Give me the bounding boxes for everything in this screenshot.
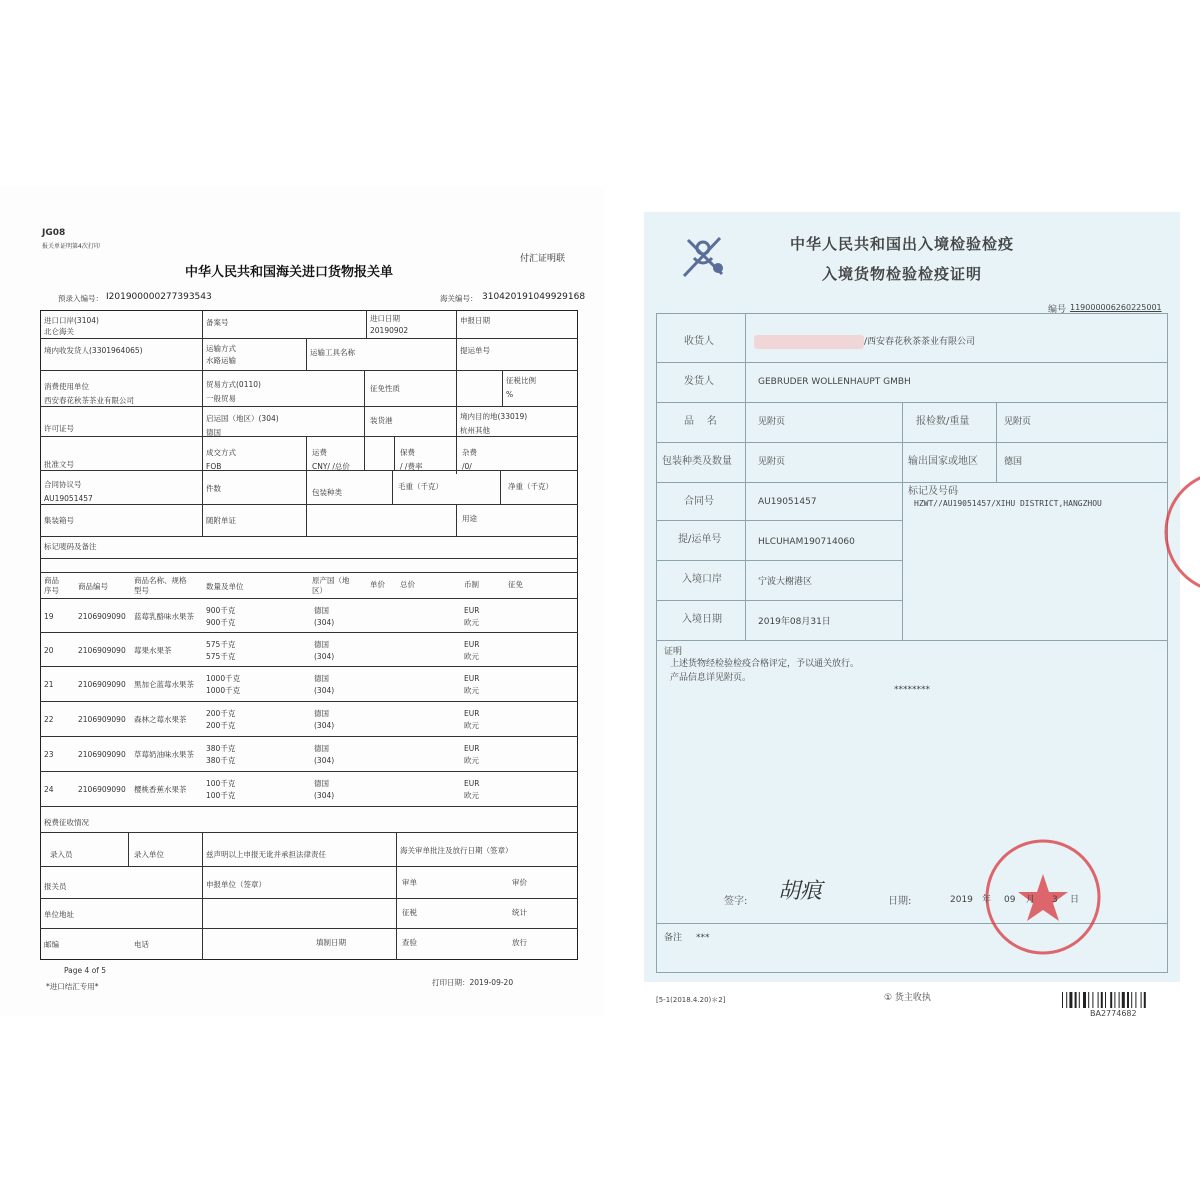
bill-label: 提运单号 xyxy=(460,346,490,355)
bill-label: 提/运单号 xyxy=(678,534,722,545)
pkg-label: 包装种类及数量 xyxy=(662,456,732,467)
item-qty: 900千克 xyxy=(206,606,236,615)
item-currency-code: EUR xyxy=(464,674,480,683)
form-ref: [5-1(2018.4.20)＊2] xyxy=(656,996,726,1004)
goods-label: 品 名 xyxy=(684,416,717,427)
item-currency: 欧元 xyxy=(464,721,479,730)
item-qty: 380千克 xyxy=(206,744,236,753)
stats-label: 统计 xyxy=(512,908,527,917)
item-currency: 欧元 xyxy=(464,618,479,627)
th-levy: 征免 xyxy=(508,580,523,589)
official-seal-icon xyxy=(982,836,1104,958)
item-code: 2106909090 xyxy=(78,750,126,759)
item-qty: 1000千克 xyxy=(206,674,241,683)
cert-line-1: 上述货物经检验检疫合格评定，予以通关放行。 xyxy=(670,659,860,669)
item-name: 莓果水果茶 xyxy=(134,646,172,655)
item-currency-code: EUR xyxy=(464,640,480,649)
customs-no: 310420191049929168 xyxy=(482,292,586,302)
release-label: 放行 xyxy=(512,938,527,947)
item-currency-code: EUR xyxy=(464,606,480,615)
remark-value: *** xyxy=(696,933,710,943)
country-value: 德国 xyxy=(1004,457,1023,467)
goods-value: 见附页 xyxy=(758,417,786,427)
marks-label: 标记唛码及备注 xyxy=(44,542,97,551)
trade-mode: 一般贸易 xyxy=(206,394,236,403)
origin-country-label: 启运国（地区）(304) xyxy=(206,414,279,423)
marks-label: 标记及号码 xyxy=(908,486,958,497)
copy-type: 付汇证明联 xyxy=(520,254,566,264)
item-qty-2: 100千克 xyxy=(206,791,236,800)
misc-label: 杂费 xyxy=(462,448,477,457)
form-code: JG08 xyxy=(42,228,66,238)
levy-label: 征免性质 xyxy=(370,384,400,393)
item-no: 23 xyxy=(44,750,54,759)
stars: ******** xyxy=(894,685,930,695)
item-currency: 欧元 xyxy=(464,652,479,661)
cert-title-2: 入境货物检验检疫证明 xyxy=(822,265,983,283)
item-code: 2106909090 xyxy=(78,715,126,724)
item-no: 20 xyxy=(44,646,54,655)
deal-mode-label: 成交方式 xyxy=(206,448,236,457)
vehicle-label: 运输工具名称 xyxy=(310,348,355,357)
doc-title: 中华人民共和国海关进口货物报关单 xyxy=(185,265,394,280)
item-name: 森林之莓水果茶 xyxy=(134,715,187,724)
print-note: 报关单证明第4次打印 xyxy=(42,243,100,250)
approval-label: 批准文号 xyxy=(44,460,74,469)
date-label: 入境日期 xyxy=(682,614,722,625)
insurance-value: / /费率 xyxy=(400,462,423,471)
attached-label: 随附单证 xyxy=(206,516,236,525)
sign-date-label: 日期: xyxy=(888,896,912,907)
net-label: 净重（千克） xyxy=(508,482,553,491)
edge-seal-icon xyxy=(1158,464,1200,600)
misc-value: /0/ xyxy=(462,462,472,471)
remark-label: 备注 xyxy=(664,933,683,943)
cert-title-1: 中华人民共和国出入境检验检疫 xyxy=(790,235,1015,253)
port-value: 宁波大榭港区 xyxy=(758,577,813,587)
barcode-number: BA2774682 xyxy=(1090,1009,1137,1018)
th-currency: 币制 xyxy=(464,580,479,589)
item-no: 21 xyxy=(44,680,54,689)
customs-approval-label: 海关审单批注及放行日期（签章） xyxy=(400,846,513,855)
marks-value: HZWT//AU19051457/XIHU DISTRICT,HANGZHOU xyxy=(914,499,1102,508)
consumer-value: 西安春花秋茶茶业有限公司 xyxy=(44,396,134,405)
cert-line-2: 产品信息详见附页。 xyxy=(670,673,752,683)
th-qty: 数量及单位 xyxy=(206,582,244,591)
item-no: 22 xyxy=(44,715,54,724)
license-label: 许可证号 xyxy=(44,424,74,433)
pieces-label: 件数 xyxy=(206,484,221,493)
loading-port-label: 装货港 xyxy=(370,416,393,425)
bill-value: HLCUHAM190714060 xyxy=(758,537,855,547)
item-qty-2: 200千克 xyxy=(206,721,236,730)
contract-value: AU19051457 xyxy=(44,494,93,503)
item-country-code: (304) xyxy=(314,686,335,695)
port-label: 入境口岸 xyxy=(682,574,722,585)
barcode-icon xyxy=(1062,992,1172,1008)
country-label: 输出国家或地区 xyxy=(908,456,978,467)
item-currency-code: EUR xyxy=(464,709,480,718)
print-date: 打印日期：2019-09-20 xyxy=(432,978,514,987)
item-no: 19 xyxy=(44,612,54,621)
customs-declaration xyxy=(0,186,604,1016)
tax-ratio: % xyxy=(506,390,514,399)
item-country-code: (304) xyxy=(314,756,335,765)
item-qty: 575千克 xyxy=(206,640,236,649)
signature-icon: 胡痕 xyxy=(778,879,823,904)
statement: 兹声明以上申报无讹并承担法律责任 xyxy=(206,850,326,859)
zip-label: 邮编 xyxy=(44,940,59,949)
insurance-label: 保费 xyxy=(400,448,415,457)
date-value: 2019年08月31日 xyxy=(758,617,831,627)
qty-label: 报检数/重量 xyxy=(916,416,970,427)
copy-note: ① 货主收执 xyxy=(884,993,931,1003)
item-code: 2106909090 xyxy=(78,680,126,689)
deal-mode: FOB xyxy=(206,462,222,471)
tax-label: 税费征收情况 xyxy=(44,818,89,827)
port-value: 北仑海关 xyxy=(44,327,74,336)
th-total: 总价 xyxy=(400,580,415,589)
item-qty: 100千克 xyxy=(206,779,236,788)
item-name: 樱桃香蕉水果茶 xyxy=(134,785,187,794)
sign-year: 2019 xyxy=(950,895,973,905)
container-label: 集装箱号 xyxy=(44,516,74,525)
footer-note: *进口结汇专用* xyxy=(46,982,99,991)
shipper-label: 发货人 xyxy=(684,376,714,387)
sign-day-unit: 日 xyxy=(1070,895,1080,905)
item-name: 黑加仑蓝莓水果茶 xyxy=(134,680,194,689)
gross-label: 毛重（千克） xyxy=(398,482,443,491)
import-date-label: 进口日期 xyxy=(370,314,400,323)
th-country: 原产国（地 区） xyxy=(312,576,350,595)
item-country-code: (304) xyxy=(314,652,335,661)
inspection-certificate xyxy=(612,182,1200,1032)
th-no: 商品 序号 xyxy=(44,576,59,595)
serial-label: 编号 xyxy=(1048,305,1067,315)
inspection-emblem-icon xyxy=(674,228,732,286)
item-currency: 欧元 xyxy=(464,756,479,765)
item-country: 德国 xyxy=(314,674,329,683)
customs-no-label: 海关编号： xyxy=(440,294,478,303)
contract-label: 合同协议号 xyxy=(44,480,82,489)
consignee-value: /西安春花秋茶茶业有限公司 xyxy=(864,337,976,347)
sign-day: 3 xyxy=(1052,895,1058,905)
sign-month: 09 xyxy=(1004,895,1016,905)
item-name: 草莓奶油味水果茶 xyxy=(134,750,194,759)
inspect-label: 查验 xyxy=(402,938,417,947)
entry-clerk-label: 录入员 xyxy=(50,850,73,859)
freight-value: CNY/ /总价 xyxy=(312,462,350,471)
contract-value: AU19051457 xyxy=(758,497,817,507)
qty-value: 见附页 xyxy=(1004,417,1032,427)
item-country-code: (304) xyxy=(314,791,335,800)
sign-month-unit: 月 xyxy=(1026,895,1036,905)
item-country-code: (304) xyxy=(314,618,335,627)
item-country: 德国 xyxy=(314,640,329,649)
page-number: Page 4 of 5 xyxy=(64,966,107,975)
item-qty: 200千克 xyxy=(206,709,236,718)
item-currency: 欧元 xyxy=(464,686,479,695)
item-qty-2: 900千克 xyxy=(206,618,236,627)
package-label: 包装种类 xyxy=(312,488,342,497)
review-label: 审单 xyxy=(402,878,417,887)
item-name: 蓝莓乳酪味水果茶 xyxy=(134,612,194,621)
contract-label: 合同号 xyxy=(684,496,714,507)
freight-label: 运费 xyxy=(312,448,327,457)
serial-number: 119000006260225001 xyxy=(1070,303,1162,312)
item-currency-code: EUR xyxy=(464,744,480,753)
pkg-value: 见附页 xyxy=(758,457,786,467)
item-code: 2106909090 xyxy=(78,785,126,794)
item-code: 2106909090 xyxy=(78,646,126,655)
port-label: 进口口岸(3104) xyxy=(44,316,99,325)
usage-label: 用途 xyxy=(462,514,477,523)
pre-entry-no: I201900000277393543 xyxy=(106,292,212,302)
transport-mode: 水路运输 xyxy=(206,356,236,365)
consignee-label: 收货人 xyxy=(684,336,714,347)
levy-tax-label: 征税 xyxy=(402,908,417,917)
redacted-name xyxy=(754,335,864,349)
transport-mode-label: 运输方式 xyxy=(206,344,236,353)
item-qty-2: 575千克 xyxy=(206,652,236,661)
shipper-value: GEBRUDER WOLLENHAUPT GMBH xyxy=(758,377,911,387)
consumer-label: 消费使用单位 xyxy=(44,382,89,391)
item-qty-2: 1000千克 xyxy=(206,686,241,695)
dest-value: 杭州其他 xyxy=(460,426,490,435)
origin-country: 德国 xyxy=(206,428,221,437)
th-code: 商品编号 xyxy=(78,582,108,591)
declare-unit-label: 申报单位（签章） xyxy=(206,880,266,889)
item-country: 德国 xyxy=(314,606,329,615)
item-country: 德国 xyxy=(314,744,329,753)
item-currency: 欧元 xyxy=(464,791,479,800)
price-review-label: 审价 xyxy=(512,878,527,887)
item-country: 德国 xyxy=(314,779,329,788)
tax-ratio-label: 征税比例 xyxy=(506,376,536,385)
entry-unit-label: 录入单位 xyxy=(134,850,164,859)
declare-date-label: 申报日期 xyxy=(460,316,490,325)
declarant-label: 报关员 xyxy=(44,882,67,891)
cert-label: 证明 xyxy=(664,647,683,657)
phone-label: 电话 xyxy=(134,940,149,949)
item-country: 德国 xyxy=(314,709,329,718)
sign-label: 签字: xyxy=(724,896,748,907)
import-date: 20190902 xyxy=(370,326,409,335)
address-label: 单位地址 xyxy=(44,910,74,919)
sign-year-unit: 年 xyxy=(982,895,992,905)
item-no: 24 xyxy=(44,785,54,794)
trade-mode-label: 贸易方式(0110) xyxy=(206,380,261,389)
item-code: 2106909090 xyxy=(78,612,126,621)
dest-label: 境内目的地(33019) xyxy=(460,412,528,421)
item-country-code: (304) xyxy=(314,721,335,730)
pre-entry-label: 预录入编号： xyxy=(58,294,103,303)
record-label: 备案号 xyxy=(206,318,229,327)
item-currency-code: EUR xyxy=(464,779,480,788)
consignee-label: 境内收发货人(3301964065) xyxy=(44,346,143,355)
item-qty-2: 380千克 xyxy=(206,756,236,765)
th-unit-price: 单价 xyxy=(370,580,385,589)
declaration-table xyxy=(40,310,578,960)
th-name: 商品名称、规格 型号 xyxy=(134,576,187,595)
fill-date-label: 填制日期 xyxy=(316,938,346,947)
